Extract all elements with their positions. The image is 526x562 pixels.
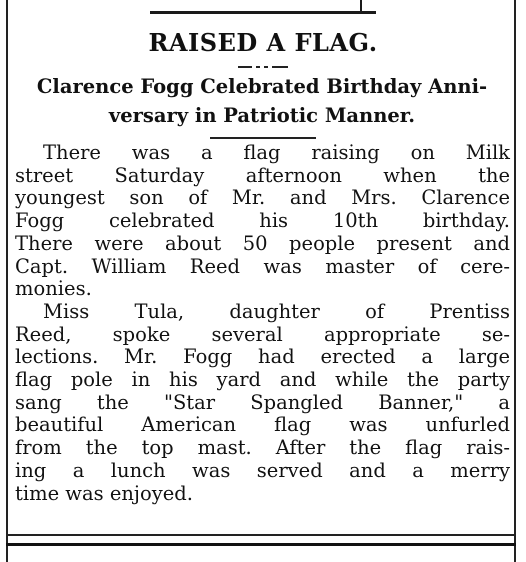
bottom-rule xyxy=(6,534,516,536)
body-line: sang the "Star Spangled Banner," a xyxy=(15,390,510,414)
body-line: Capt. William Reed was master of cere- xyxy=(15,254,510,278)
body-line: Fogg celebrated his 10th birthday. xyxy=(15,209,510,233)
body-line: street Saturday afternoon when the xyxy=(15,163,510,187)
column-rule-left xyxy=(6,0,8,562)
top-rule-tick xyxy=(360,0,362,12)
body-line: Reed, spoke several appropriate se- xyxy=(15,322,510,346)
subheadline-line: versary in Patriotic Manner. xyxy=(108,104,416,127)
body-line: lections. Mr. Fogg had erected a large xyxy=(15,345,510,369)
subheadline xyxy=(12,72,512,130)
body-line: Miss Tula, daughter of Prentiss xyxy=(43,299,510,323)
headline: RAISED A FLAG. xyxy=(148,28,378,57)
body-line: There was a flag raising on Milk xyxy=(43,141,510,164)
article-body xyxy=(15,142,510,505)
column-rule-right xyxy=(514,0,516,562)
body-line: ing a lunch was served and a merry xyxy=(15,458,510,482)
subheadline-line: Clarence Fogg Celebrated Birthday Anni- xyxy=(36,75,488,98)
body-line: youngest son of Mr. and Mrs. Clarence xyxy=(15,186,510,210)
subhead-rule xyxy=(210,137,316,139)
body-line: from the top mast. After the flag rais- xyxy=(15,436,510,460)
body-line: There were about 50 people present and xyxy=(15,231,510,255)
top-rule xyxy=(150,11,376,14)
body-line: monies. xyxy=(15,277,92,301)
body-line: beautiful American flag was unfurled xyxy=(15,413,510,437)
body-line: time was enjoyed. xyxy=(15,481,193,505)
body-line: flag pole in his yard and while the party xyxy=(15,368,510,392)
bottom-rule-heavy xyxy=(6,543,516,546)
dash-ornament xyxy=(238,64,290,70)
